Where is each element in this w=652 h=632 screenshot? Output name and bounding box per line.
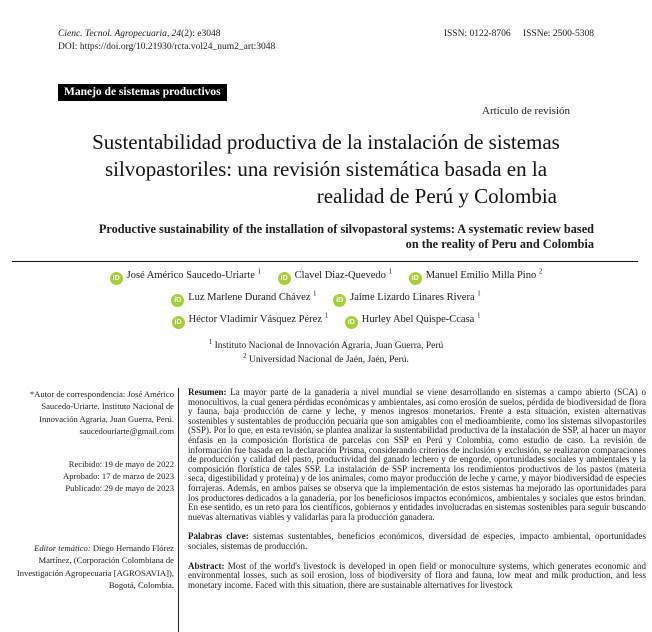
title-es <box>0 129 652 210</box>
title-divider-rule <box>12 261 638 262</box>
title-es-line1: Sustentabilidad productiva de la instalación de sistemas <box>92 130 560 154</box>
author-row <box>0 289 652 307</box>
title-es-line2: silvopastoriles: una revisión sistemática basada en la <box>104 157 548 181</box>
body-columns <box>0 388 652 632</box>
page-header <box>0 0 652 54</box>
correspondence-note <box>14 388 174 438</box>
orcid-icon[interactable]: iD <box>409 272 422 285</box>
doi-link[interactable]: https://doi.org/10.21930/rcta.vol24_num2_art:3048 <box>79 42 276 52</box>
article-type-label: Artículo de revisión <box>482 105 570 117</box>
author-name: Luz Marlene Durand Chávez <box>188 292 311 303</box>
orcid-icon[interactable]: iD <box>110 272 123 285</box>
author-name: José Américo Saucedo-Uriarte <box>126 270 255 281</box>
author-name: Héctor Vladimir Vásquez Pérez <box>188 314 322 325</box>
authors-block <box>0 267 652 329</box>
doi-line <box>58 41 275 54</box>
correspondence-text: *Autor de correspondencia: José Américo Saucedo-Uriarte. Instituto Nacional de Innovación Agraria, Juan Guerra, Perú. <box>29 389 174 424</box>
metadata-sidebar <box>0 388 174 632</box>
author-name: Jaime Lizardo Linares Rivera <box>350 292 475 303</box>
abstract-column <box>179 388 652 632</box>
keywords-es-text: sistemas sustentables, beneficios económicos, diversidad de especies, impacto ambiental, oportunidades sociales, sistemas de producción. <box>188 531 646 551</box>
orcid-icon[interactable]: iD <box>345 316 358 329</box>
author <box>171 289 317 304</box>
abstract-es <box>188 388 646 522</box>
author-affil-sup: 1 <box>476 311 481 320</box>
author-row <box>0 311 652 329</box>
email-link[interactable]: saucedouriarte@gmail.com <box>79 426 174 437</box>
title-en <box>0 222 652 252</box>
title-es-line3: realidad de Perú y Colombia <box>316 184 557 208</box>
affiliation-1 <box>0 339 652 353</box>
abstract-en <box>188 562 646 591</box>
keywords-es <box>188 532 646 551</box>
orcid-icon[interactable]: iD <box>172 316 185 329</box>
author-affil-sup: 1 <box>324 311 329 320</box>
affiliation-sup: 1 <box>208 337 213 346</box>
author <box>345 311 481 326</box>
author <box>110 267 262 282</box>
journal-citation <box>58 28 275 54</box>
author-name: Clavel Diaz-Quevedo <box>294 270 386 281</box>
title-en-line2: on the reality of Peru and Colombia <box>405 237 594 251</box>
author-affil-sup: 1 <box>257 267 262 276</box>
abstract-en-text: Most of the world's livestock is developed in open field or monoculture systems, which generates economic and environmental losses, such as soil erosion, loss of biodiversity of flora and fauna, low meat and milk production, and less monetary income. Faced with this situation, there are sustainable alternatives for livestock <box>188 560 646 590</box>
editor-note <box>14 542 174 592</box>
affiliations-block <box>0 339 652 367</box>
date-received: Recibido: 19 de mayo de 2022 <box>68 458 174 469</box>
author-affil-sup: 2 <box>538 267 543 276</box>
editor-label: Editor temático: <box>34 542 91 553</box>
author-affil-sup: 1 <box>313 289 317 298</box>
issn-print: ISSN: 0122-8706 <box>443 29 511 39</box>
author-name: Hurley Abel Quispe-Ccasa <box>361 314 475 325</box>
keywords-es-label: Palabras clave: <box>188 531 249 542</box>
doi-label: DOI: <box>58 42 80 52</box>
author-affil-sup: 1 <box>477 289 481 298</box>
author <box>333 289 481 304</box>
category-badge: Manejo de sistemas productivos <box>58 84 227 101</box>
article-dates <box>14 458 174 495</box>
affiliation-text: Universidad Nacional de Jaén, Jaén, Perú. <box>246 355 409 365</box>
author <box>172 311 329 326</box>
orcid-icon[interactable]: iD <box>278 272 291 285</box>
issn-block <box>434 28 594 54</box>
abstract-es-text: La mayor parte de la ganadería a nivel mundial se viene desarrollando en sistemas a campo abierto (SCA) o monocultivos, la cual genera pérdidas económicas y ambientales, así como erosión de suelos, pérdida de biodiversidad de flora y fauna, baja producción de carne y leche, y menos ingresos monetarios. Frente a esta situación, existen alternativas sostenibles y sustentables de producción pecuaria que son amigables con el medioambiente, como los sistemas silvopastoriles (SSP). Por lo que, en esta revisión, se plantea analizar la sustentabilidad productiva de la instalación de SSP, al hacer un mayor énfasis en la composición florística de parcelas con SSP en Perú y Colombia, como estudio de caso. La revisión de información fue basada en la declaración Prisma, considerando criterios de inclusión y exclusión, se realizaron comparaciones de producción y calidad del pasto, productividad del ganado lechero y de engorde, oportunidades sociales y ambientales y la composición florística de tales SSP. La instalación de SSP incrementa los rendimientos productivos de los pastos (materia seca, digestibilidad y proteína) y de los animales, como mayor producción de leche y carne, y mayor biodiversidad de especies forrajeras. Además, en ambos países se observa que la implementación de estos sistemas ha mejorado las oportunidades para los productores dedicados a la ganadería, por los beneficiosos impactos económicos, ambientales y sociales que estos brindan. En ese sentido, es un reto para los científicos, gobiernos y entidades involucradas en sistemas sostenibles para seguir buscando nuevas alternativas viables y validarlas para la producción ganadera. <box>188 388 646 522</box>
abstract-en-label: Abstract: <box>188 560 225 571</box>
author-name: Manuel Emilio Milla Pino <box>425 270 537 281</box>
date-approved: Aprobado: 17 de marzo de 2023 <box>63 471 174 482</box>
orcid-icon[interactable]: iD <box>333 294 346 307</box>
date-published: Publicado: 29 de mayo de 2023 <box>65 483 174 494</box>
citation-line <box>58 28 275 41</box>
editor-text: Diego Hernando Flórez Martínez, (Corporación Colombiana de Investigación Agropecuaria [AGROSAVIA]), Bogotá, Colombia. <box>16 542 174 591</box>
journal-abbrev: Cienc. Tecnol. Agropecuaria, 24 <box>58 29 182 39</box>
issue-info: (2): e3048 <box>181 29 221 39</box>
issn-electronic: ISSNe: 2500-5308 <box>523 29 594 39</box>
author-row <box>0 267 652 285</box>
affiliation-sup: 2 <box>243 351 247 360</box>
affiliation-text: Instituto Nacional de Innovación Agraria, Juan Guerra, Perú <box>212 341 444 351</box>
author <box>409 267 543 282</box>
orcid-icon[interactable]: iD <box>171 294 184 307</box>
author <box>278 267 393 282</box>
affiliation-2 <box>0 353 652 367</box>
title-en-line1: Productive sustainability of the installation of silvopastoral systems: A systematic review based <box>98 222 594 236</box>
author-affil-sup: 1 <box>388 267 393 276</box>
abstract-es-label: Resumen: <box>188 388 227 397</box>
